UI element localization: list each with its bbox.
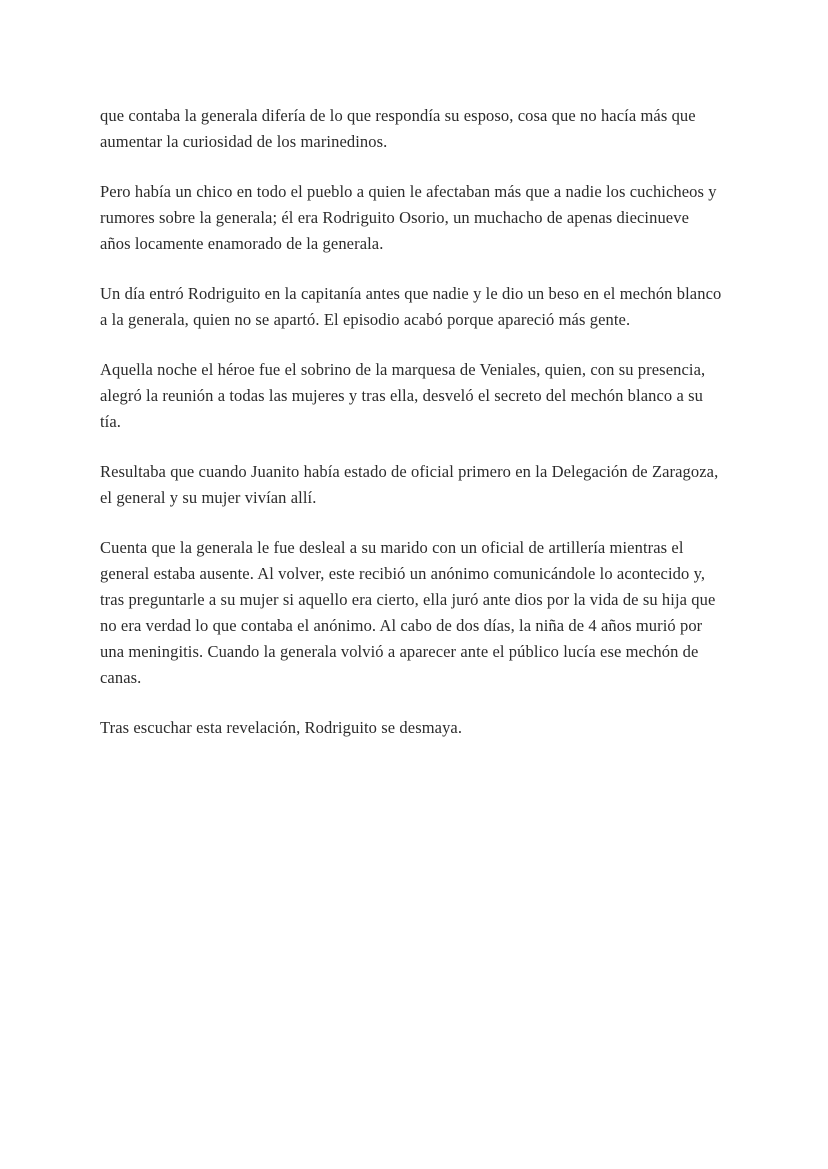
paragraph: Aquella noche el héroe fue el sobrino de la marquesa de Veniales, quien, con su presencia, alegró la reunión a todas las mujeres y tras ella, desveló el secreto del mechón blanco a su tía.	[100, 360, 706, 431]
paragraph: Tras escuchar esta revelación, Rodriguito se desmaya.	[100, 718, 463, 737]
paragraph: Cuenta que la generala le fue desleal a su marido con un oficial de artillería mientras el general estaba ausente. Al volver, este recibió un anónimo comunicándole lo acontecido y, tras preguntarle a su mujer si aquello era cierto, ella juró ante dios por la vida de su hija que no era verdad lo que contaba el anónimo. Al cabo de dos días, la niña de 4 años murió por una meningitis. Cuando la generala volvió a aparecer ante el público lucía ese mechón de canas.	[100, 538, 716, 687]
paragraph: Pero había un chico en todo el pueblo a quien le afectaban más que a nadie los cuchicheos y rumores sobre la generala; él era Rodriguito Osorio, un muchacho de apenas diecinueve años locamente enamorado de la generala.	[100, 182, 717, 253]
paragraph: Resultaba que cuando Juanito había estado de oficial primero en la Delegación de Zaragoza, el general y su mujer vivían allí.	[100, 462, 719, 507]
text-body	[100, 103, 722, 765]
paragraph: Un día entró Rodriguito en la capitanía antes que nadie y le dio un beso en el mechón blanco a la generala, quien no se apartó. El episodio acabó porque apareció más gente.	[100, 284, 722, 329]
paragraph: que contaba la generala difería de lo que respondía su esposo, cosa que no hacía más que aumentar la curiosidad de los marinedinos.	[100, 106, 696, 151]
